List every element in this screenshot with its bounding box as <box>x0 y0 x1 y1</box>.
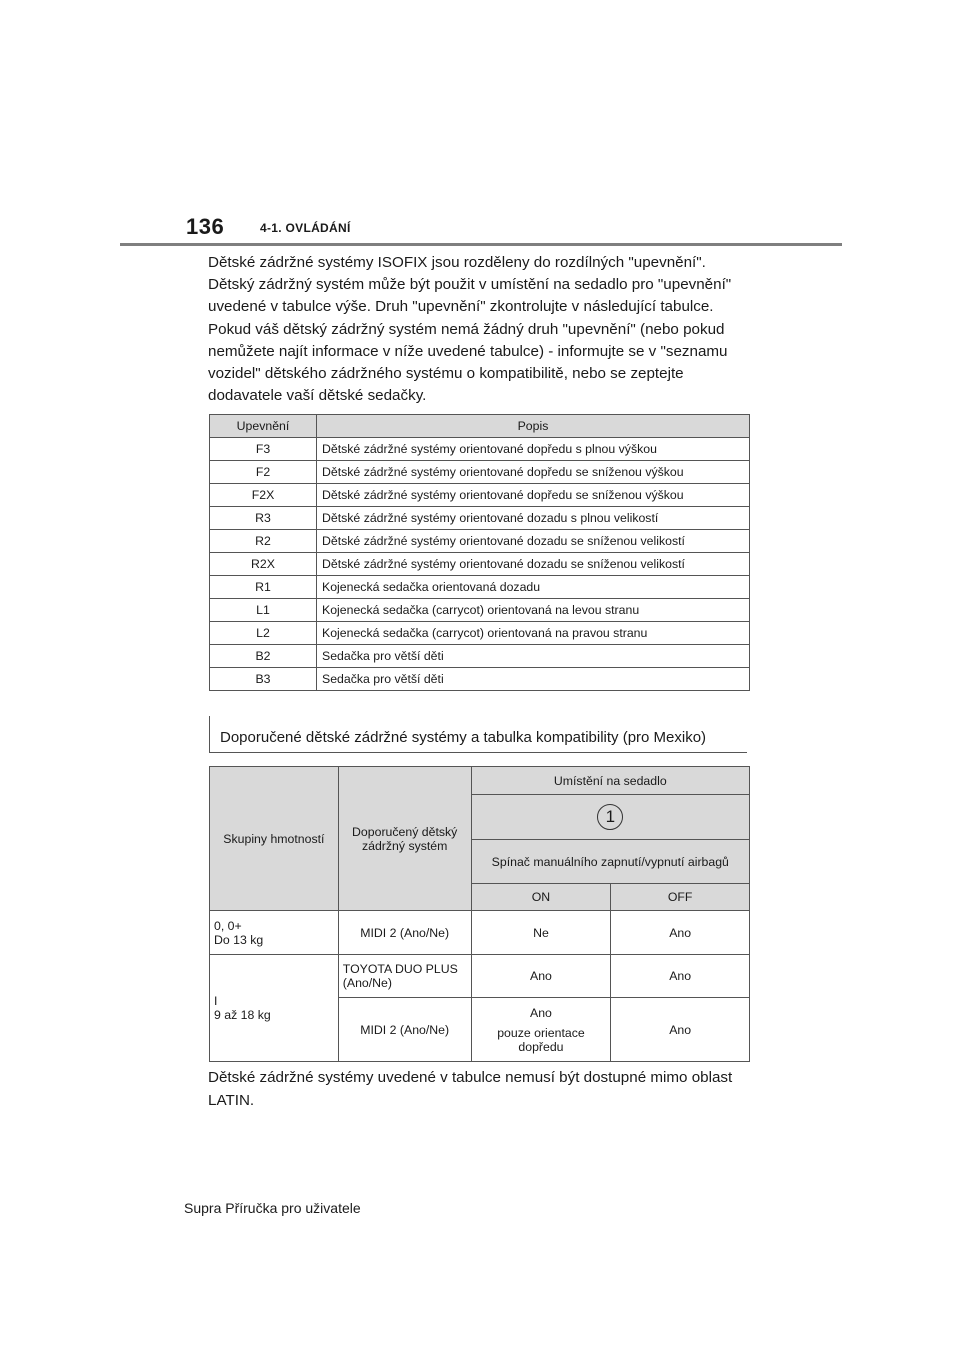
compat-on-value: Ano <box>471 955 611 998</box>
availability-note: Dětské zádržné systémy uvedené v tabulce nemusí být dostupné mimo oblast LATIN. <box>208 1069 733 1109</box>
compat-off-value: Ano <box>611 955 750 998</box>
fixture-description: Dětské zádržné systémy orientované dozadu se sníženou velikostí <box>317 530 750 553</box>
fixture-code: R2 <box>210 530 317 553</box>
table-row <box>210 438 750 461</box>
table-row <box>210 645 750 668</box>
weight-range: 9 až 18 kg <box>214 1008 271 1022</box>
compat-off-value: Ano <box>611 911 750 955</box>
page-footer: Supra Příručka pro uživatele <box>184 1200 361 1216</box>
table-row <box>210 668 750 691</box>
fixture-description: Dětské zádržné systémy orientované dopředu se sníženou výškou <box>317 484 750 507</box>
fixture-code: L2 <box>210 622 317 645</box>
column-header-fixture: Upevnění <box>210 415 317 438</box>
table-row <box>210 461 750 484</box>
table-row <box>210 553 750 576</box>
table-row <box>210 507 750 530</box>
column-header-seat-position: Umístění na sedadlo <box>471 767 749 795</box>
recommended-system: TOYOTA DUO PLUS (Ano/Ne) <box>338 955 471 998</box>
intro-paragraph: Dětské zádržné systémy ISOFIX jsou rozděleny do rozdílných "upevnění". Dětský zádržný systém může být použit v umístění na sedadlo pro "upevnění" uvedené v tabulce výše. Druh "upevnění" zkontrolujte v následující tabulce. Pokud váš dětský zádržný systém nemá žádný druh "upevnění" (nebo pokud nemůžete najít informace v níže uvedené tabulce) - informujte se v "seznamu vozidel" dětského zádržného systému o kompatibilitě, nebo se zeptejte dodavatele vaší dětské sedačky. <box>208 254 732 405</box>
fixture-code: R3 <box>210 507 317 530</box>
section-title: 4-1. OVLÁDÁNÍ <box>260 221 351 235</box>
weight-group-label: I <box>214 994 218 1008</box>
fixture-description: Dětské zádržné systémy orientované dozadu s plnou velikostí <box>317 507 750 530</box>
fixture-description: Sedačka pro větší děti <box>317 645 750 668</box>
fixture-description: Dětské zádržné systémy orientované dozadu se sníženou velikostí <box>317 553 750 576</box>
column-header-weight-group: Skupiny hmotností <box>210 767 339 911</box>
fixture-code: F2X <box>210 484 317 507</box>
column-header-recommended-system: Doporučený dětský zádržný systém <box>338 767 471 911</box>
fixture-code: F2 <box>210 461 317 484</box>
table-row <box>210 911 750 955</box>
weight-group-label: 0, 0+ <box>214 918 242 933</box>
fixture-code: B2 <box>210 645 317 668</box>
seat-position-number: 1 <box>597 804 623 830</box>
compatibility-caption: Doporučené dětské zádržné systémy a tabulka kompatibility (pro Mexiko) <box>220 729 707 746</box>
fixture-description: Kojenecká sedačka orientovaná dozadu <box>317 576 750 599</box>
fixture-code: B3 <box>210 668 317 691</box>
table-row <box>210 955 750 998</box>
fixture-description: Kojenecká sedačka (carrycot) orientovaná na pravou stranu <box>317 622 750 645</box>
table-row <box>210 484 750 507</box>
weight-range: Do 13 kg <box>214 932 264 947</box>
compat-on-value: Ne <box>471 911 611 955</box>
weight-group-cell <box>210 955 339 1062</box>
fixture-code: F3 <box>210 438 317 461</box>
fixture-description: Dětské zádržné systémy orientované dopředu se sníženou výškou <box>317 461 750 484</box>
fixture-description: Dětské zádržné systémy orientované dopředu s plnou výškou <box>317 438 750 461</box>
column-header-on: ON <box>471 884 611 911</box>
column-header-description: Popis <box>317 415 750 438</box>
recommended-system: MIDI 2 (Ano/Ne) <box>338 911 471 955</box>
fixture-description: Sedačka pro větší děti <box>317 668 750 691</box>
compatibility-table <box>209 766 750 1062</box>
table-row <box>210 576 750 599</box>
table-row <box>210 599 750 622</box>
fixture-table <box>209 414 750 691</box>
compat-on-value: Ano <box>530 1005 552 1020</box>
fixture-code: R1 <box>210 576 317 599</box>
recommended-system: MIDI 2 (Ano/Ne) <box>338 998 471 1062</box>
table-header-row <box>210 415 750 438</box>
table-header-row <box>210 767 750 795</box>
fixture-description: Kojenecká sedačka (carrycot) orientovaná na levou stranu <box>317 599 750 622</box>
column-header-off: OFF <box>611 884 750 911</box>
compat-on-cell <box>471 998 611 1062</box>
fixture-code: R2X <box>210 553 317 576</box>
page-header <box>0 0 960 250</box>
fixture-code: L1 <box>210 599 317 622</box>
header-divider <box>120 243 842 246</box>
column-header-airbag-switch: Spínač manuálního zapnutí/vypnutí airbagů <box>471 840 749 884</box>
compat-on-note: pouze orientace dopředu <box>497 1025 585 1054</box>
table-row <box>210 622 750 645</box>
table-row <box>210 530 750 553</box>
compat-off-value: Ano <box>611 998 750 1062</box>
compatibility-caption-box <box>209 716 747 753</box>
weight-group-cell <box>210 911 339 955</box>
seat-position-number-cell <box>471 795 749 840</box>
page-number: 136 <box>186 214 225 239</box>
